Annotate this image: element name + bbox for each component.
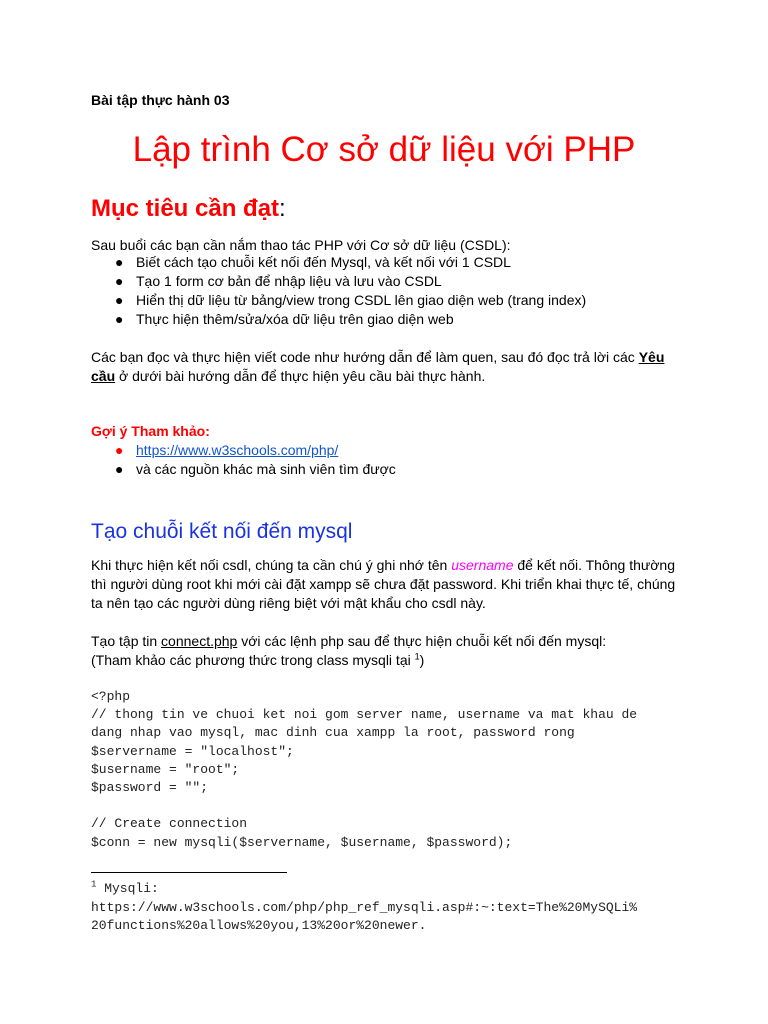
hint-heading: Gợi ý Tham khảo: bbox=[91, 423, 210, 439]
bullet-icon: ● bbox=[115, 273, 124, 289]
footnote-text: Mysqli: https://www.w3schools.com/php/php_ref_mysqli.asp#:~:text=The%20MySQLi% 20functions%20allows%20you,13%20or%20newer. bbox=[91, 881, 638, 933]
footnote-divider bbox=[91, 872, 287, 873]
filename: connect.php bbox=[161, 633, 238, 649]
exercise-label: Bài tập thực hành 03 bbox=[91, 92, 230, 108]
list-item: ● Tạo 1 form cơ bản để nhập liệu và lưu vào CSDL bbox=[115, 273, 442, 289]
footnote-number: 1 bbox=[91, 879, 97, 890]
list-item: ● Thực hiện thêm/sửa/xóa dữ liệu trên giao diện web bbox=[115, 311, 454, 327]
w3schools-link[interactable]: https://www.w3schools.com/php/ bbox=[136, 442, 339, 458]
reference-line: (Tham khảo các phương thức trong class mysqli tại $^1$) bbox=[91, 651, 425, 668]
bullet-icon: ● bbox=[115, 311, 124, 327]
list-item: ● Biết cách tạo chuỗi kết nối đến Mysql, và kết nối với 1 CSDL bbox=[115, 254, 511, 270]
list-item: ● Hiển thị dữ liệu từ bảng/view trong CSDL lên giao diện web (trang index) bbox=[115, 292, 587, 308]
intro-text: Sau buổi các bạn cần nắm thao tác PHP với Cơ sở dữ liệu (CSDL): bbox=[91, 237, 511, 253]
read-instruction-line-1: Các bạn đọc và thực hiện viết code như hướng dẫn để làm quen, sau đó đọc trả lời các Yêu bbox=[91, 349, 665, 365]
bullet-icon: ● bbox=[115, 442, 124, 458]
section-para-line-1: Khi thực hiện kết nối csdl, chúng ta cần chú ý ghi nhớ tên username để kết nối. Thông thường bbox=[91, 557, 675, 573]
requirement-link-2: cầu bbox=[91, 368, 116, 384]
bullet-icon: ● bbox=[115, 292, 124, 308]
goal-heading-text: Mục tiêu cần đạt bbox=[91, 195, 280, 222]
section-heading: Tạo chuỗi kết nối đến mysql bbox=[91, 520, 353, 543]
goal-list bbox=[110, 253, 586, 329]
bullet-icon: ● bbox=[115, 461, 124, 477]
username-highlight: username bbox=[451, 557, 514, 573]
list-item: ● và các nguồn khác mà sinh viên tìm được bbox=[115, 461, 396, 477]
list-item bbox=[110, 441, 396, 460]
read-instruction-line-2: cầu ở dưới bài hướng dẫn để thực hiện yêu cầu bài thực hành. bbox=[91, 368, 486, 384]
bullet-icon: ● bbox=[115, 254, 124, 270]
footnote-marker: 1 bbox=[414, 651, 420, 662]
footnote bbox=[91, 880, 637, 936]
section-para-line-2: thì người dùng root khi mới cài đặt xampp sẽ chưa đặt password. Khi triển khai thực tế, chúng bbox=[91, 576, 676, 592]
code-block: <?php // thong tin ve chuoi ket noi gom server name, username va mat khau de dang nhap vao mysql, mac dinh cua xampp la root, password rong $servername = "localhost"; $username = "root"; $password = ""; // Create connection $conn = new mysqli($servername, $username, $password); bbox=[91, 689, 638, 850]
page-title: Lập trình Cơ sở dữ liệu với PHP bbox=[132, 130, 636, 169]
create-file-line: Tạo tập tin connect.php với các lệnh php sau để thực hiện chuỗi kết nối đến mysql: bbox=[91, 633, 607, 649]
requirement-link-1: Yêu bbox=[638, 349, 665, 365]
hint-list bbox=[110, 441, 396, 479]
goal-heading-colon: : bbox=[279, 195, 286, 222]
section-para-line-3: ta nên tạo các người dùng riêng biệt với mật khẩu cho csdl này. bbox=[91, 595, 486, 611]
goal-heading bbox=[91, 195, 286, 223]
